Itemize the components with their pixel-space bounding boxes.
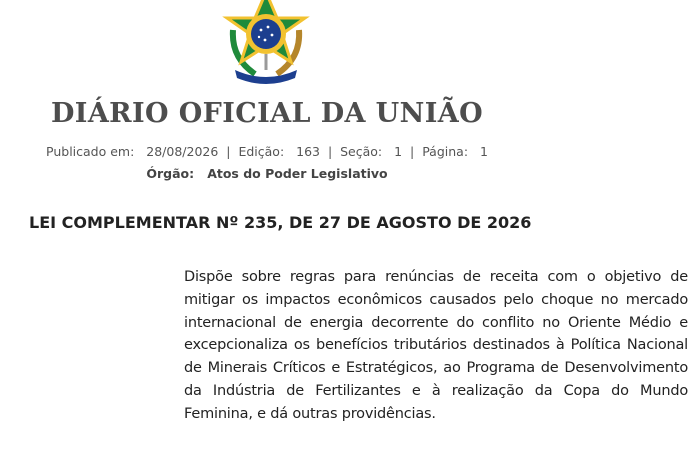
edition-label: Edição:	[238, 144, 285, 159]
act-summary: Dispõe sobre regras para renúncias de receita com o objetivo de mitigar os impactos econômicos causados pelo choque no mercado internacional de energia decorrente do conflito no Oriente Médio e excepcionaliza os benefícios tributários destinados à Política Nacional de Minerais Críticos e Estratégicos, ao Programa de Desenvolvimento da Indústria de Fertilizantes e à realização da Copa do Mundo Feminina, e dá outras providências.	[184, 269, 688, 422]
section-number: 1	[394, 144, 403, 159]
section-label: Seção:	[340, 144, 383, 159]
organ-name: Atos do Poder Legislativo	[207, 166, 388, 181]
edition-number: 163	[296, 144, 320, 159]
separator: |	[323, 144, 337, 159]
published-label: Publicado em:	[46, 144, 135, 159]
publication-info	[0, 144, 534, 159]
organ-info	[0, 166, 534, 181]
coat-of-arms-icon	[221, 0, 311, 84]
page-label: Página:	[422, 144, 469, 159]
act-title: LEI COMPLEMENTAR Nº 235, DE 27 DE AGOSTO DE 2026	[29, 213, 532, 232]
separator: |	[406, 144, 419, 159]
organ-label: Órgão:	[146, 166, 195, 181]
page-number: 1	[480, 144, 488, 159]
published-date: 28/08/2026	[146, 144, 219, 159]
masthead-title: DIÁRIO OFICIAL DA UNIÃO	[50, 98, 484, 129]
separator: |	[222, 144, 235, 159]
